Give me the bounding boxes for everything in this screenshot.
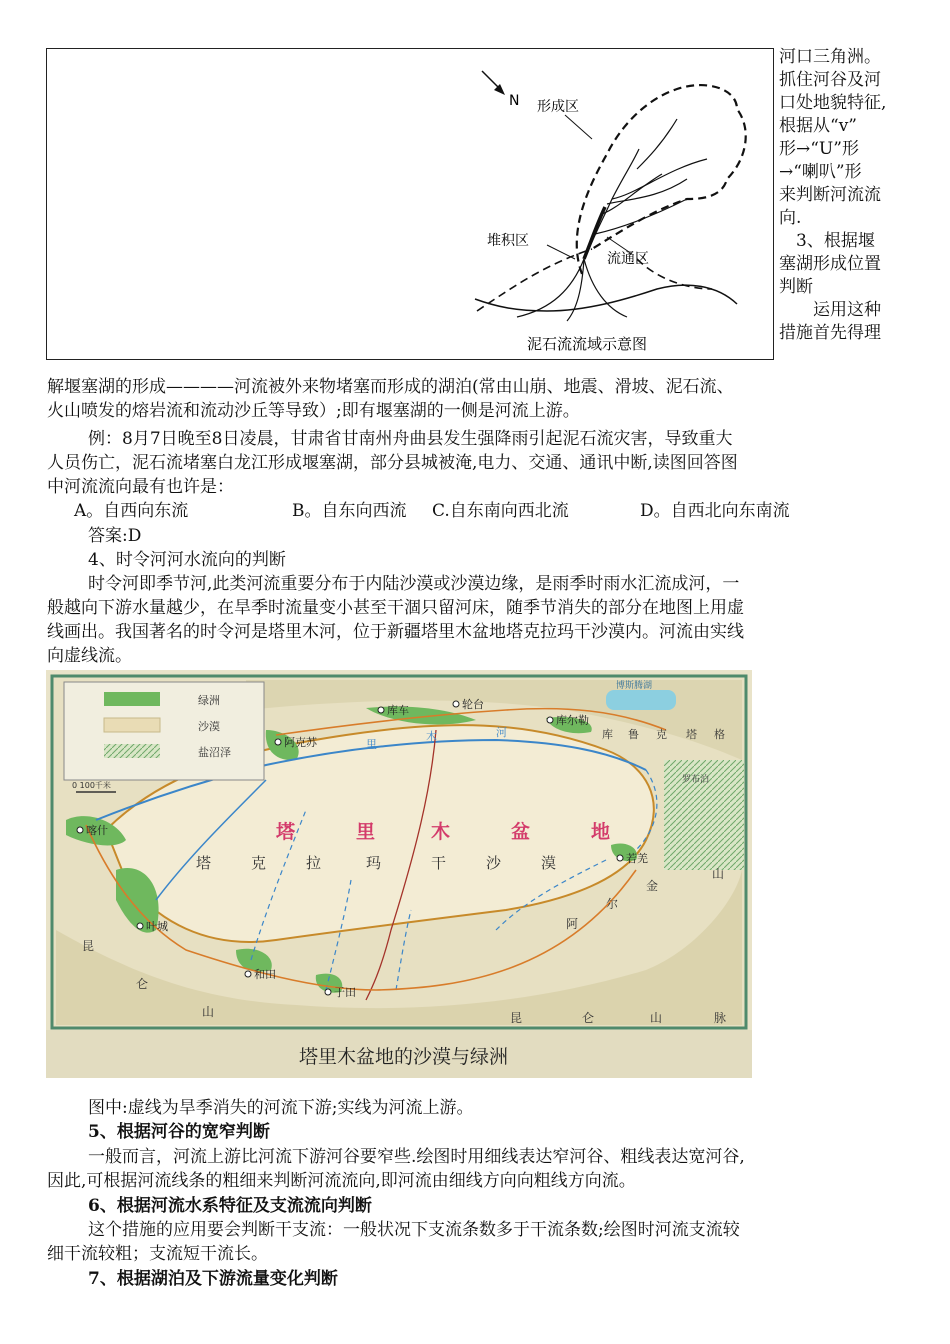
side-line: 来判断河流流 [779,185,881,205]
section6-heading: 6、根据河流水系特征及支流流向判断 [88,1196,372,1216]
city-hotan: 和田 [254,968,276,981]
label-transit: 流通区 [607,251,649,267]
tarim-basin-map [46,670,752,1078]
example-2: 人员伤亡，泥石流堵塞白龙江形成堰塞湖，部分县城被淹,电力、交通、通讯中断,读图回答图 [47,453,738,473]
desert-char: 漠 [541,854,557,872]
side-line: 措施首先得理 [779,323,881,343]
label-lopnur: 罗布泊 [682,775,710,785]
section6-line-1: 这个措施的应用要会判断干支流：一般状况下支流条数多于干流条数;绘图时河流支流较 [88,1220,740,1240]
desert-char: 克 [251,854,267,872]
basin-char: 木 [431,821,451,843]
label-bosten: 博斯腾湖 [616,681,653,691]
label-formation: 形成区 [537,99,579,115]
city-kashgar: 喀什 [86,824,108,837]
section5-line-1: 一般而言，河流上游比河流下游河谷要窄些.绘图时用细线表达窄河谷、粗线表达宽河谷, [88,1147,745,1167]
side-line: →“喇叭”形 [779,162,862,182]
basin-char: 里 [356,821,376,843]
altun-char: 阿 [566,917,579,931]
side-column [779,46,886,345]
basin-char: 塔 [276,821,296,843]
kunlun-w-char: 山 [202,1005,215,1019]
formation-leader [565,115,592,139]
figure2-caption: 塔里木盆地的沙漠与绿洲 [299,1046,509,1068]
deposition-leader [547,245,575,259]
river-char: 木 [426,730,437,743]
kuruktag-char: 鲁 [628,728,639,741]
bosten-lake [606,690,676,710]
tributary-6 [637,119,677,169]
legend-desert: 沙漠 [198,720,220,733]
altun-char: 尔 [606,897,619,911]
example-3: 中河流流向最有也许是： [47,477,234,497]
scale-label: 0 100千米 [72,781,111,790]
north-label: N [509,93,520,109]
side-line: 根据从“v” [779,116,857,136]
option-c: C.自东南向西北流 [432,501,569,521]
kunlun-w-char: 仑 [136,977,149,991]
side-line: 形→“U”形 [779,139,859,159]
answer: 答案:D [88,526,142,546]
kunlun-e-char: 昆 [510,1011,523,1025]
section5-heading: 5、根据河谷的宽窄判断 [88,1122,270,1142]
section7-heading: 7、根据湖泊及下游流量变化判断 [88,1269,338,1289]
kunlun-w-char: 昆 [82,939,95,953]
city-aksu: 阿克苏 [284,736,317,749]
basin-char: 盆 [511,821,531,843]
river-char: 里 [366,738,377,751]
side-line: 口处地貌特征, [779,93,887,113]
option-d: D。自西北向东南流 [640,501,790,521]
fan-line-2 [567,259,584,321]
kuruktag-char: 克 [656,728,667,741]
tarim-map-svg [46,670,752,1078]
kuruktag-char: 塔 [686,728,697,741]
fan-line-3 [584,259,627,317]
terrain-profile [475,285,737,311]
para-lake-1: 解堰塞湖的形成————河流被外来物堵塞而形成的湖泊(常由山崩、地震、滑坡、泥石流、 [47,377,734,397]
section6-line-2: 细干流较粗；支流短干流长。 [47,1244,268,1264]
section5-line-2: 因此,可根据河流线条的粗细来判断河流流向,即河流由细线方向向粗线方向流。 [47,1171,636,1191]
example-1: 例：8月7日晚至8日凌晨，甘肃省甘南州舟曲县发生强降雨引起泥石流灾害，导致重大 [88,429,733,449]
figure1-caption: 泥石流流域示意图 [527,335,648,353]
altun-char: 金 [646,879,659,893]
kunlun-e-char: 脉 [714,1011,727,1025]
option-a: A。自西向东流 [74,501,189,521]
debris-flow-diagram [46,48,774,360]
side-line: 3、根据堰 [779,231,875,251]
city-ruoqiang: 若羌 [626,852,648,865]
side-line: 河口三角洲。 [779,47,881,67]
side-line: 向. [779,208,802,228]
desert-char: 玛 [366,854,382,872]
city-yecheng: 叶城 [146,920,168,933]
desert-char: 沙 [486,854,502,872]
tributary-1 [587,149,639,254]
section4-line-1: 时令河即季节河,此类河流重要分布于内陆沙漠或沙漠边缘，是雨季时雨水汇流成河，一 [88,574,740,594]
debris-flow-svg [47,49,773,359]
para-lake-2: 火山喷发的熔岩流和流动沙丘等导致）;即有堰塞湖的一侧是河流上游。 [47,401,580,421]
city-yutian: 于田 [334,986,356,999]
basin-boundary [577,85,746,274]
kunlun-e-char: 山 [650,1011,663,1025]
side-line: 运用这种 [779,300,881,320]
section4-line-2: 般越向下游水量越少，在旱季时流量变小甚至干涸只留河床，随季节消失的部分在地图上用虚 [47,598,744,618]
kunlun-e-char: 仑 [582,1011,595,1025]
option-b: B。自东向西流 [292,501,407,521]
transit-channel [584,207,605,259]
tributary-3 [607,179,687,204]
section4-line-3: 线画出。我国著名的时令河是塔里木河，位于新疆塔里木盆地塔克拉玛干沙漠内。河流由实线 [47,622,744,642]
fig2-note: 图中:虚线为旱季消失的河流下游;实线为河流上游。 [88,1098,474,1118]
side-line: 判断 [779,277,813,297]
side-line: 抓住河谷及河 [779,70,881,90]
legend-marsh-swatch [104,744,160,758]
city-luntai: 轮台 [462,698,484,711]
deposition-boundary-left [477,249,592,311]
legend-oasis: 绿洲 [198,694,220,707]
legend-marsh: 盐沼泽 [198,746,231,759]
city-kuqa: 库车 [387,704,409,717]
kuruktag-char: 格 [714,728,725,741]
legend-box [64,682,264,780]
river-char: 河 [496,726,507,739]
section4-line-4: 向虚线流。 [47,646,132,666]
side-line: 塞湖形成位置 [779,254,881,274]
altun-char: 山 [712,867,725,881]
legend-oasis-swatch [104,692,160,706]
desert-char: 塔 [196,854,212,872]
desert-char: 干 [431,854,447,872]
label-deposition: 堆积区 [487,233,529,249]
legend-desert-swatch [104,718,160,732]
desert-char: 拉 [306,854,322,872]
basin-char: 地 [591,821,611,843]
kuruktag-char: 库 [602,728,613,741]
section4-heading: 4、时令河河水流向的判断 [88,550,286,570]
city-korla: 库尔勒 [556,714,589,727]
